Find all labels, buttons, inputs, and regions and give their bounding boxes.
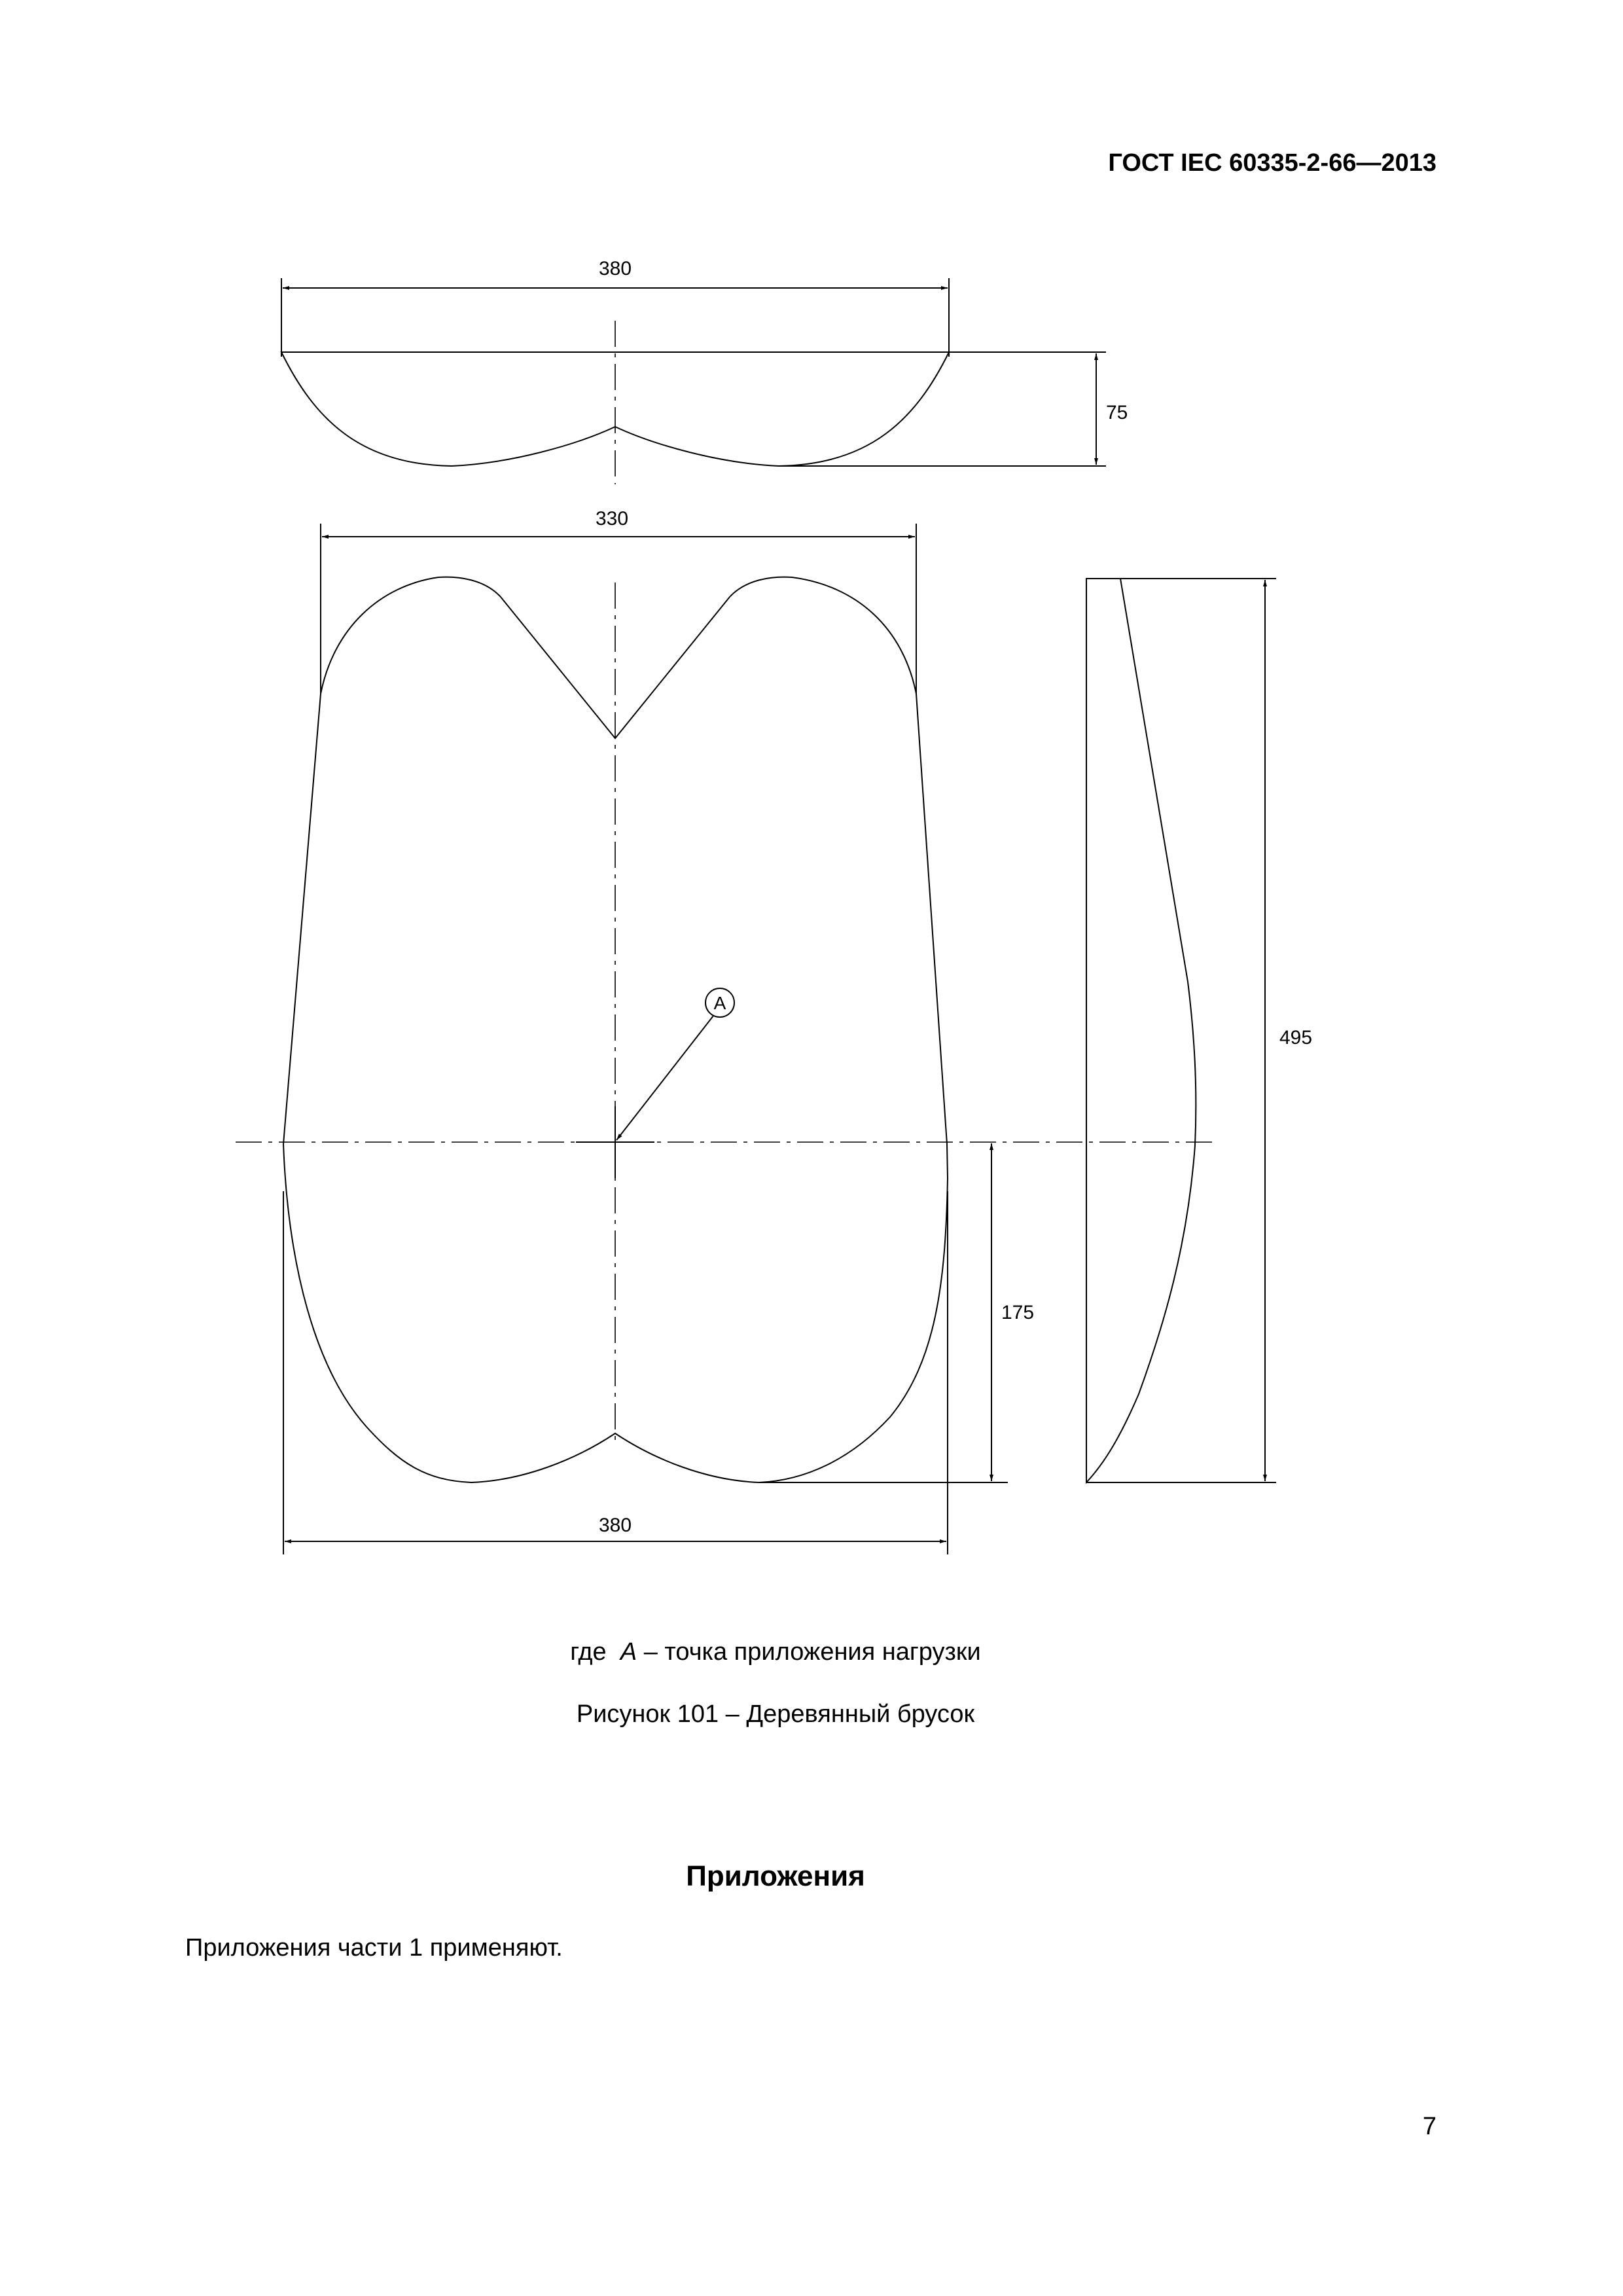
top-width-label: 380 xyxy=(598,258,632,279)
figure-caption: Рисунок 101 – Деревянный брусок xyxy=(576,1700,975,1728)
legend-text: – точка приложения нагрузки xyxy=(643,1638,981,1666)
legend-prefix: где xyxy=(570,1638,607,1666)
page-number: 7 xyxy=(1422,2113,1436,2140)
total-height-label: 495 xyxy=(1279,1027,1313,1049)
section-body: Приложения части 1 применяют. xyxy=(185,1934,563,1962)
side-view-outline xyxy=(1086,579,1196,1482)
bottom-width-label: 380 xyxy=(598,1515,632,1536)
legend-variable: A xyxy=(620,1638,637,1666)
load-point-leader xyxy=(616,1016,713,1140)
section-heading: Приложения xyxy=(686,1860,865,1892)
lower-height-label: 175 xyxy=(1001,1302,1035,1323)
top-height-label: 75 xyxy=(1106,402,1128,423)
front-view xyxy=(236,508,1217,1554)
figure-legend xyxy=(0,1638,1551,1666)
side-view xyxy=(1086,579,1312,1482)
document-code: ГОСТ IEC 60335-2-66—2013 xyxy=(1108,149,1436,177)
top-view xyxy=(281,258,1128,484)
load-point-callout-label: A xyxy=(713,993,726,1013)
upper-width-label: 330 xyxy=(595,508,629,529)
